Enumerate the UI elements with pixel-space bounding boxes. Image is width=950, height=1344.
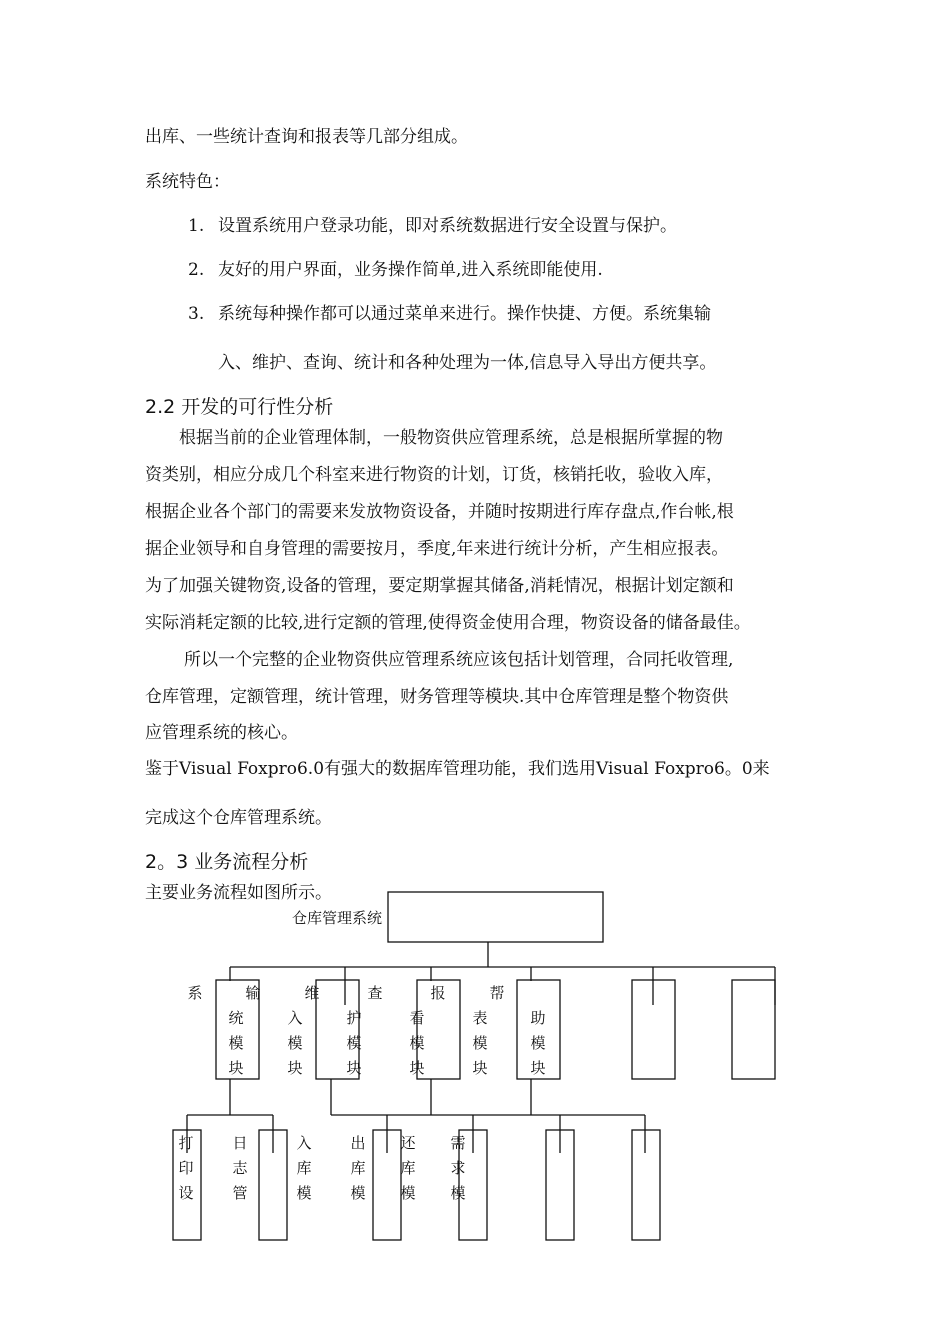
diagram-char: 模: [409, 1034, 425, 1052]
diagram-char: 输: [245, 984, 261, 1002]
diagram-char: 模: [346, 1034, 362, 1052]
diagram-char: 块: [287, 1059, 303, 1077]
diagram-char: 块: [530, 1059, 546, 1077]
features-title: 系统特色：: [145, 172, 230, 192]
diagram-char: 模: [296, 1184, 312, 1202]
diagram-char: 维: [304, 984, 320, 1002]
feature-text: 设置系统用户登录功能，即对系统数据进行安全设置与保护。: [218, 216, 677, 236]
paragraph-line: 资类别，相应分成几个科室来进行物资的计划，订货，核销托收，验收入库，: [145, 465, 723, 485]
paragraph-line: 仓库管理，定额管理，统计管理，财务管理等模块.其中仓库管理是整个物资供: [145, 687, 729, 707]
diagram-char: 库: [296, 1159, 312, 1177]
paragraph-line: 应管理系统的核心。: [145, 723, 298, 743]
diagram-char: 块: [409, 1059, 425, 1077]
diagram-char: 需: [450, 1134, 466, 1152]
diagram-char: 库: [350, 1159, 366, 1177]
feature-number: 3.: [188, 304, 205, 324]
intro-line: 出库、一些统计查询和报表等几部分组成。: [145, 127, 468, 147]
diagram-caption: 主要业务流程如图所示。: [145, 883, 332, 903]
diagram-char: 入: [287, 1009, 303, 1027]
diagram-char: 模: [472, 1034, 488, 1052]
paragraph-line: 为了加强关键物资,设备的管理，要定期掌握其储备,消耗情况，根据计划定额和: [145, 576, 734, 596]
diagram-char: 日: [232, 1134, 248, 1152]
diagram-char: 印: [178, 1159, 194, 1177]
diagram-char: 模: [287, 1034, 303, 1052]
diagram-char: 模: [400, 1184, 416, 1202]
paragraph-line: 鉴于Visual Foxpro6.0有强大的数据库管理功能，我们选用Visual Foxpro6。0来: [145, 759, 770, 779]
diagram-char: 志: [232, 1159, 248, 1177]
root-box: [388, 892, 603, 942]
diagram-char: 块: [346, 1059, 362, 1077]
root-label: 仓库管理系统: [292, 909, 383, 927]
diagram-char: 打: [178, 1134, 194, 1152]
feature-number: 1.: [188, 216, 205, 236]
diagram-char: 模: [530, 1034, 546, 1052]
diagram-char: 块: [472, 1059, 488, 1077]
diagram-char: 还: [400, 1134, 416, 1152]
diagram-char: 帮: [489, 984, 505, 1002]
diagram-char: 报: [430, 984, 446, 1002]
section-2-2-heading: 2.2 开发的可行性分析: [145, 396, 334, 418]
diagram-char: 看: [409, 1009, 425, 1027]
empty-module-box: [732, 980, 775, 1079]
diagram-char: 系: [187, 984, 203, 1002]
diagram-char: 表: [472, 1009, 488, 1027]
diagram-char: 设: [178, 1184, 194, 1202]
diagram-char: 护: [346, 1009, 362, 1027]
diagram-char: 模: [350, 1184, 366, 1202]
feature-number: 2.: [188, 260, 205, 280]
feature-text: 友好的用户界面，业务操作简单,进入系统即能使用.: [218, 260, 603, 280]
paragraph-line: 根据当前的企业管理体制，一般物资供应管理系统，总是根据所掌握的物: [179, 428, 723, 448]
paragraph-line: 所以一个完整的企业物资供应管理系统应该包括计划管理，合同托收管理,: [184, 650, 734, 670]
empty-sub-box: [632, 1130, 660, 1240]
diagram-char: 管: [232, 1184, 248, 1202]
diagram-char: 库: [400, 1159, 416, 1177]
diagram-char: 求: [450, 1159, 466, 1177]
paragraph-line: 根据企业各个部门的需要来发放物资设备，并随时按期进行库存盘点,作台帐,根: [145, 502, 734, 522]
diagram-char: 统: [228, 1009, 244, 1027]
feature-text: 系统每种操作都可以通过菜单来进行。操作快捷、方便。系统集输: [218, 304, 711, 324]
paragraph-line: 据企业领导和自身管理的需要按月，季度,年来进行统计分析，产生相应报表。: [145, 539, 729, 559]
diagram-char: 入: [296, 1134, 312, 1152]
diagram-char: 块: [228, 1059, 244, 1077]
diagram-char: 出: [350, 1134, 366, 1152]
feature-item-3-continued: 入、维护、查询、统计和各种处理为一体,信息导入导出方便共享。: [218, 353, 717, 373]
diagram-char: 助: [530, 1009, 546, 1027]
paragraph-line: 完成这个仓库管理系统。: [145, 808, 332, 828]
diagram-char: 模: [450, 1184, 466, 1202]
diagram-char: 查: [367, 984, 383, 1002]
paragraph-line: 实际消耗定额的比较,进行定额的管理,使得资金使用合理，物资设备的储备最佳。: [145, 613, 751, 633]
section-2-3-heading: 2。3 业务流程分析: [145, 851, 309, 873]
diagram-char: 模: [228, 1034, 244, 1052]
